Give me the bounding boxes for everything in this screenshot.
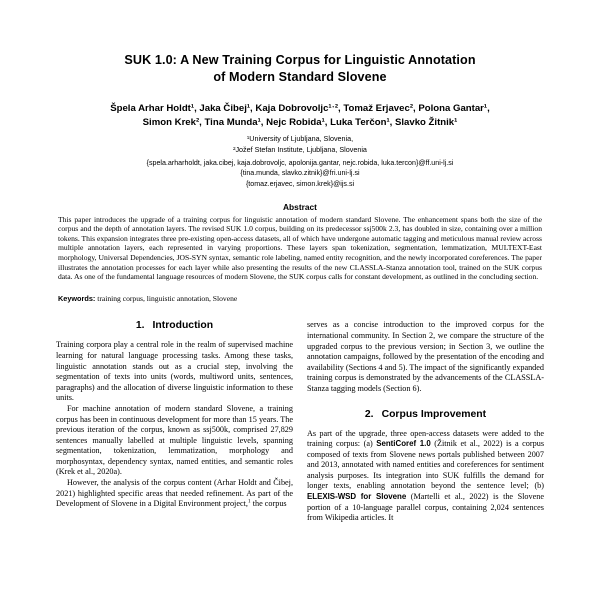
corpus-improvement-paragraph-1 — [307, 429, 544, 524]
intro-p3-text-a: However, the analysis of the corpus content (Arhar Holdt and Čibej, 2021) highlighted specific areas that needed refinement. As part of the Development of Slovene in a Digital Environment project, — [56, 478, 293, 509]
intro-paragraph-2: For machine annotation of modern standard Slovene, a training corpus has been in continuous development for more than 15 years. The previous iteration of the corpus, known as ssj500k, comprised 27,829 sentences manually labelled at multiple linguistic levels, spanning segmentation, tokenization, lemmatization, morphology and morphosyntax, dependency syntax, named entities, and semantic roles (Krek et al., 2020a). — [56, 403, 293, 477]
column-right — [307, 320, 544, 582]
column-left — [56, 320, 293, 582]
dataset-name-senticoref: SentiCoref 1.0 — [376, 439, 431, 449]
section-heading-corpus-improvement — [307, 409, 544, 420]
ci-seg-1: As part of the upgrade, three open-access datasets were added to the training corpus: (a) — [307, 428, 544, 449]
section-number-1: 1. — [135, 320, 145, 332]
abstract-section — [56, 202, 544, 304]
author-list — [56, 102, 544, 129]
section-title-1: Introduction — [152, 320, 214, 332]
keywords-label: Keywords: — [58, 293, 96, 303]
title-line-2: of Modern Standard Slovene — [213, 69, 387, 84]
dataset-name-elexis-wsd: ELEXIS-WSD for Slovene — [307, 492, 407, 502]
footnote-marker-1: 1 — [247, 498, 251, 505]
email-list — [56, 158, 544, 190]
section-heading-introduction — [56, 320, 293, 331]
ci-seg-2: (Žitnik et al., 2022) is a corpus composed of texts from Slovene news portals published between 2007 and 2013, annotated with named entities and coreferences for sentiment analysis purposes. Its integration into SUK fulfills the demand for longer texts, enabling annotation beyond the sentence level; (b) — [307, 439, 544, 491]
abstract-heading: Abstract — [283, 201, 317, 212]
author-line-2: Simon Krek², Tina Munda¹, Nejc Robida¹, Luka Terčon¹, Slavko Žitnik¹ — [142, 116, 458, 128]
intro-p3-text-b: the corpus — [250, 499, 287, 509]
keywords-value: training corpus, linguistic annotation, Slovene — [95, 293, 238, 303]
author-line-1: Špela Arhar Holdt¹, Jaka Čibej¹, Kaja Dobrovoljc¹ˑ², Tomaž Erjavec², Polona Gantar¹, — [110, 103, 490, 114]
ci-seg-3: (Martelli et al., 2022) is the Slovene portion of a 10-language parallel corpus, containing 2,024 sentences from Wikipedia articles. It — [307, 492, 544, 523]
email-line-2: {tina.munda, slavko.zitnik}@fri.uni-lj.si — [240, 169, 360, 178]
email-line-1: {spela.arharholdt, jaka.cibej, kaja.dobrovoljc, apolonija.gantar, nejc.robida, luka.tercon}@ff.uni-lj.si — [146, 158, 454, 167]
affiliation-list — [56, 133, 544, 156]
intro-paragraph-3 — [56, 478, 293, 510]
affiliation-1: ¹University of Ljubljana, Slovenia, — [246, 134, 354, 143]
intro-paragraph-1: Training corpora play a central role in the realm of supervised machine learning for natural language processing tasks. Among these tasks, linguistic annotation stands out as a crucial step, involving the segmentation of texts into units (words, multiword units, sentences, paragraphs) and the allocation of diverse linguistic information to these units. — [56, 340, 293, 403]
page-title — [56, 52, 544, 85]
abstract-text: This paper introduces the upgrade of a training corpus for linguistic annotation of modern standard Slovene. The enhancement spans both the size of the corpus and the depth of annotation layers. The revised SUK 1.0 corpus, building on its predecessor ssj500k 2.3, has doubled in size, containing over a million tokens. This expansion integrates three pre-existing open-access datasets, all of which have undergone automatic tagging and meticulous manual review across multiple annotation layers, each represented in varying proportions. These layers span tokenization, segmentation, lemmatization, MULTEXT-East morphology, Universal Dependencies, JOS-SYN syntax, semantic role labeling, named entity recognition, and the newly incorporated coreferences. The paper illustrates the annotation processes for each layer while also presenting the results of the new CLASSLA-Stanza annotation tool, trained on the SUK corpus data. As one of the fundamental language resources of modern Slovene, the SUK corpus calls for constant development, as outlined in the concluding section. — [58, 214, 542, 282]
intro-continued-paragraph: serves as a concise introduction to the improved corpus for the international community. In Section 2, we compare the structure of the upgraded corpus to the previous version; in Section 3, we outline the annotation campaigns, followed by the presentation of the encoding and availability (Sections 4 and 5). The impact of the significantly expanded training corpus is demonstrated by the advancements of the CLASSLA-Stanza tagging models (Section 6). — [307, 320, 544, 393]
section-title-2: Corpus Improvement — [381, 408, 487, 420]
email-line-3: {tomaz.erjavec, simon.krek}@ijs.si — [245, 180, 355, 188]
section-number-2: 2. — [364, 408, 374, 420]
title-line-1: SUK 1.0: A New Training Corpus for Linguistic Annotation — [124, 53, 476, 67]
body-columns — [56, 320, 544, 582]
affiliation-2: ²Jožef Stefan Institute, Ljubljana, Slovenia — [233, 145, 367, 155]
keywords-line — [58, 294, 542, 304]
